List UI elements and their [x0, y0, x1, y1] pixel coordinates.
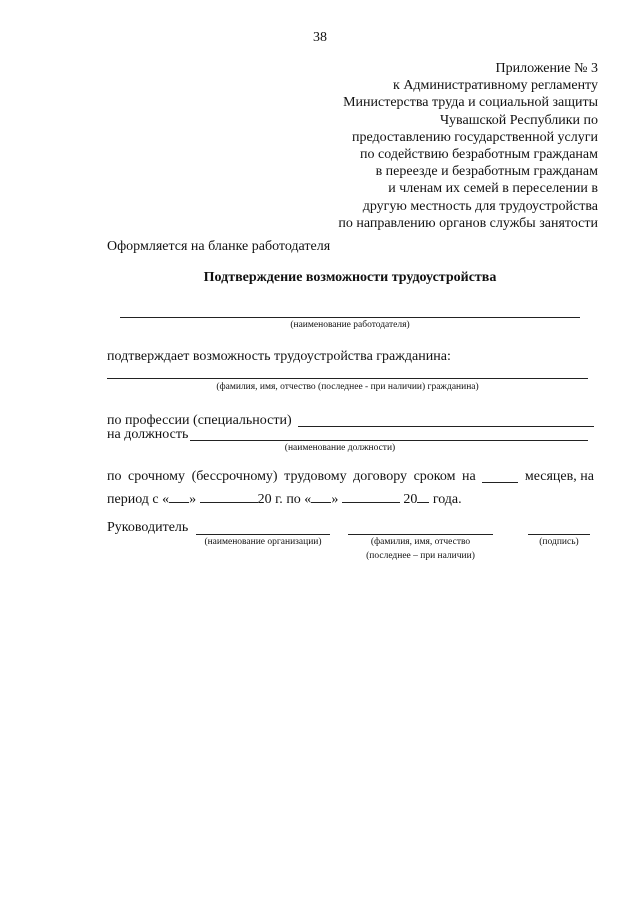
appendix-line: к Административному регламенту	[393, 78, 598, 94]
confirms-text: подтверждает возможность трудоустройства гражданина:	[107, 349, 451, 364]
page-number: 38	[313, 30, 327, 45]
contract-word: сроком	[413, 469, 456, 484]
end-month-field[interactable]	[342, 489, 400, 503]
position-field[interactable]	[190, 440, 588, 441]
end-year-field[interactable]	[417, 489, 429, 503]
period-prefix: период с «	[107, 492, 170, 507]
organization-field[interactable]	[196, 534, 330, 535]
position-label: на должность	[107, 427, 189, 442]
contract-word: по	[107, 469, 122, 484]
employer-caption: (наименование работодателя)	[290, 320, 410, 330]
months-suffix: месяцев, на	[524, 469, 594, 484]
appendix-line: Чувашской Республики по	[439, 112, 598, 128]
quote-close-2: »	[331, 492, 339, 507]
position-caption: (наименование должности)	[284, 443, 396, 453]
letterhead-note: Оформляется на бланке работодателя	[107, 239, 331, 254]
head-name-caption: (фамилия, имя, отчество	[370, 537, 471, 547]
profession-field[interactable]	[298, 426, 594, 427]
appendix-header	[338, 60, 598, 232]
appendix-line: в переезде и безработным гражданам	[375, 164, 598, 180]
head-name-caption-2: (последнее – при наличии)	[366, 551, 475, 561]
signature-field[interactable]	[528, 534, 590, 535]
year-suffix: г.	[275, 492, 283, 507]
document-title: Подтверждение возможности трудоустройства	[203, 270, 497, 285]
end-day-field[interactable]	[311, 489, 331, 503]
months-field[interactable]	[482, 469, 518, 483]
profession-label: по профессии (специальности)	[107, 413, 292, 428]
appendix-line: другую местность для трудоустройства	[362, 198, 598, 214]
citizen-caption: (фамилия, имя, отчество (последнее - при наличии) гражданина)	[216, 382, 479, 392]
contract-line	[107, 469, 594, 485]
period-line	[107, 489, 462, 508]
appendix-line: по направлению органов службы занятости	[338, 215, 598, 231]
to-text: по «	[286, 492, 312, 507]
employer-name-field[interactable]	[120, 317, 580, 318]
signature-caption: (подпись)	[539, 537, 579, 547]
appendix-line: Приложение № 3	[495, 61, 598, 76]
quote-close: »	[189, 492, 197, 507]
appendix-line: и членам их семей в переселении в	[388, 181, 598, 197]
contract-word: трудовому	[284, 469, 347, 484]
year2-suffix: года.	[432, 492, 462, 507]
appendix-line: Министерства труда и социальной защиты	[343, 95, 598, 111]
appendix-line: по содействию безработным гражданам	[360, 147, 598, 163]
start-month-field[interactable]	[200, 489, 258, 503]
contract-word: договору	[353, 469, 408, 484]
signature-label: Руководитель	[107, 520, 189, 535]
head-name-field[interactable]	[348, 534, 493, 535]
appendix-line: предоставлению государственной услуги	[352, 129, 598, 145]
contract-word: на	[462, 469, 476, 484]
organization-caption: (наименование организации)	[204, 537, 322, 547]
contract-word: срочному	[128, 469, 186, 484]
year-prefix: 20	[257, 492, 272, 507]
start-day-field[interactable]	[169, 489, 189, 503]
contract-word: (бессрочному)	[191, 469, 278, 484]
year2-prefix: 20	[403, 492, 418, 507]
citizen-name-field[interactable]	[107, 378, 588, 379]
